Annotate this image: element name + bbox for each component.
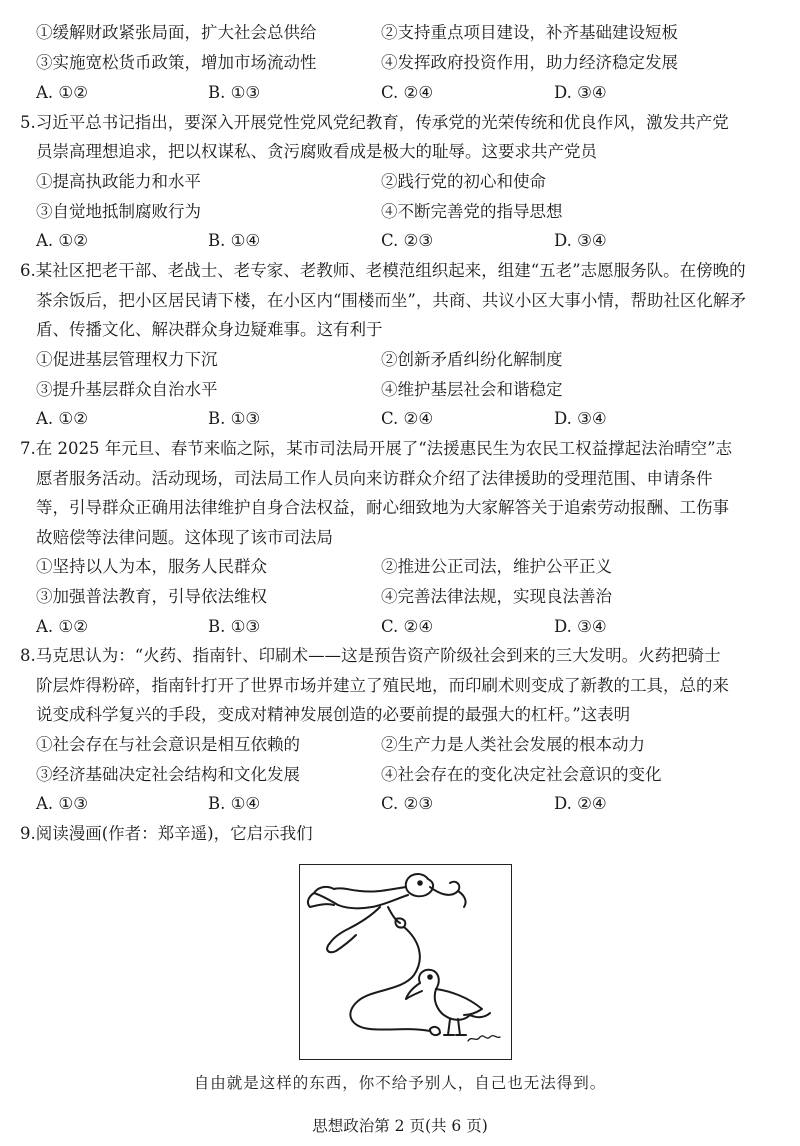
- q5-answer-c: C. ②③: [381, 231, 434, 250]
- q4-answer-c: C. ②④: [381, 83, 434, 102]
- q7-stem-line-2: 愿者服务活动。活动现场，司法局工作人员向来访群众介绍了法律援助的受理范围、申请条件: [36, 469, 713, 488]
- q4-option-3: ③实施宽松货币政策，增加市场流动性: [36, 53, 317, 72]
- q8-stem-line-1: 8.马克思认为：“火药、指南针、印刷术——这是预告资产阶级社会到来的三大发明。火药把骑士: [20, 646, 721, 665]
- cartoon-drawing: [300, 865, 510, 1058]
- artist-signature: [468, 1036, 500, 1041]
- q6-answer-b: B. ①③: [208, 409, 261, 428]
- q8-answer-d: D. ②④: [554, 794, 607, 813]
- q5-stem-line-2: 员崇高理想追求，把以权谋私、贪污腐败看成是极大的耻辱。这要求共产党员: [36, 142, 597, 161]
- q8-option-2: ②生产力是人类社会发展的根本动力: [381, 735, 645, 754]
- q7-answer-d: D. ③④: [554, 617, 607, 636]
- q7-option-3: ③加强普法教育，引导依法维权: [36, 587, 267, 606]
- q6-answer-c: C. ②④: [381, 409, 434, 428]
- q4-option-1: ①缓解财政紧张局面，扩大社会总供给: [36, 23, 317, 42]
- q6-answer-a: A. ①②: [36, 409, 88, 428]
- q8-stem-line-2: 阶层炸得粉碎，指南针打开了世界市场并建立了殖民地，而印刷术则变成了新教的工具，总的来: [36, 676, 729, 695]
- q6-stem-line-1: 6.某社区把老干部、老战士、老专家、老教师、老模范组织起来，组建“五老”志愿服务队。在傍晚的: [20, 261, 746, 280]
- q7-stem-line-3: 等，引导群众正确用法律维护自身合法权益，耐心细致地为大家解答关于追索劳动报酬、工伤事: [36, 498, 729, 517]
- q8-option-3: ③经济基础决定社会结构和文化发展: [36, 765, 300, 784]
- cartoon-caption: 自由就是这样的东西，你不给予别人，自己也无法得到。: [193, 1074, 607, 1092]
- q5-answer-b: B. ①④: [208, 231, 261, 250]
- q7-option-2: ②推进公正司法，维护公平正义: [381, 557, 612, 576]
- q6-answer-d: D. ③④: [554, 409, 607, 428]
- page-footer: 思想政治第 2 页(共 6 页): [312, 1117, 488, 1135]
- q6-option-2: ②创新矛盾纠纷化解制度: [381, 350, 563, 369]
- q8-stem-line-3: 说变成科学复兴的手段，变成对精神发展创造的必要前提的最强大的杠杆。”这表明: [36, 705, 631, 724]
- q8-option-1: ①社会存在与社会意识是相互依赖的: [36, 735, 300, 754]
- q4-answer-d: D. ③④: [554, 83, 607, 102]
- q5-option-2: ②践行党的初心和使命: [381, 172, 546, 191]
- q4-option-2: ②支持重点项目建设，补齐基础建设短板: [381, 23, 678, 42]
- q5-option-1: ①提高执政能力和水平: [36, 172, 201, 191]
- q7-stem-line-4: 故赔偿等法律问题。这体现了该市司法局: [36, 528, 333, 547]
- q4-answer-b: B. ①③: [208, 83, 261, 102]
- q8-answer-b: B. ①④: [208, 794, 261, 813]
- q6-option-4: ④维护基层社会和谐稳定: [381, 380, 563, 399]
- q7-stem-line-1: 7.在 2025 年元旦、春节来临之际，某市司法局开展了“法援惠民生为农民工权益撑起法治晴空”志: [20, 439, 733, 458]
- cartoon-illustration: [299, 864, 512, 1060]
- q5-answer-a: A. ①②: [36, 231, 88, 250]
- q8-option-4: ④社会存在的变化决定社会意识的变化: [381, 765, 662, 784]
- q7-answer-a: A. ①②: [36, 617, 88, 636]
- q8-answer-a: A. ①③: [36, 794, 88, 813]
- q9-stem: 9.阅读漫画(作者：郑辛遥)，它启示我们: [20, 824, 313, 843]
- q5-stem-line-1: 5.习近平总书记指出，要深入开展党性党风党纪教育，传承党的光荣传统和优良作风，激发共产党: [20, 113, 729, 132]
- q8-answer-c: C. ②③: [381, 794, 434, 813]
- q6-option-1: ①促进基层管理权力下沉: [36, 350, 218, 369]
- q4-option-4: ④发挥政府投资作用，助力经济稳定发展: [381, 53, 678, 72]
- q6-stem-line-3: 盾、传播文化、解决群众身边疑难事。这有利于: [36, 320, 383, 339]
- q5-option-4: ④不断完善党的指导思想: [381, 202, 563, 221]
- q5-option-3: ③自觉地抵制腐败行为: [36, 202, 201, 221]
- q4-answer-a: A. ①②: [36, 83, 88, 102]
- q6-option-3: ③提升基层群众自治水平: [36, 380, 218, 399]
- q7-option-4: ④完善法律法规，实现良法善治: [381, 587, 612, 606]
- q6-stem-line-2: 茶余饭后，把小区居民请下楼，在小区内“围楼而坐”，共商、共议小区大事小情，帮助社区化解矛: [36, 291, 746, 310]
- q7-answer-c: C. ②④: [381, 617, 434, 636]
- flying-bird-body: [334, 887, 406, 892]
- small-bird-body: [436, 989, 482, 1015]
- q7-answer-b: B. ①③: [208, 617, 261, 636]
- q7-option-1: ①坚持以人为本，服务人民群众: [36, 557, 267, 576]
- q5-answer-d: D. ③④: [554, 231, 607, 250]
- kite-string: [350, 927, 430, 1031]
